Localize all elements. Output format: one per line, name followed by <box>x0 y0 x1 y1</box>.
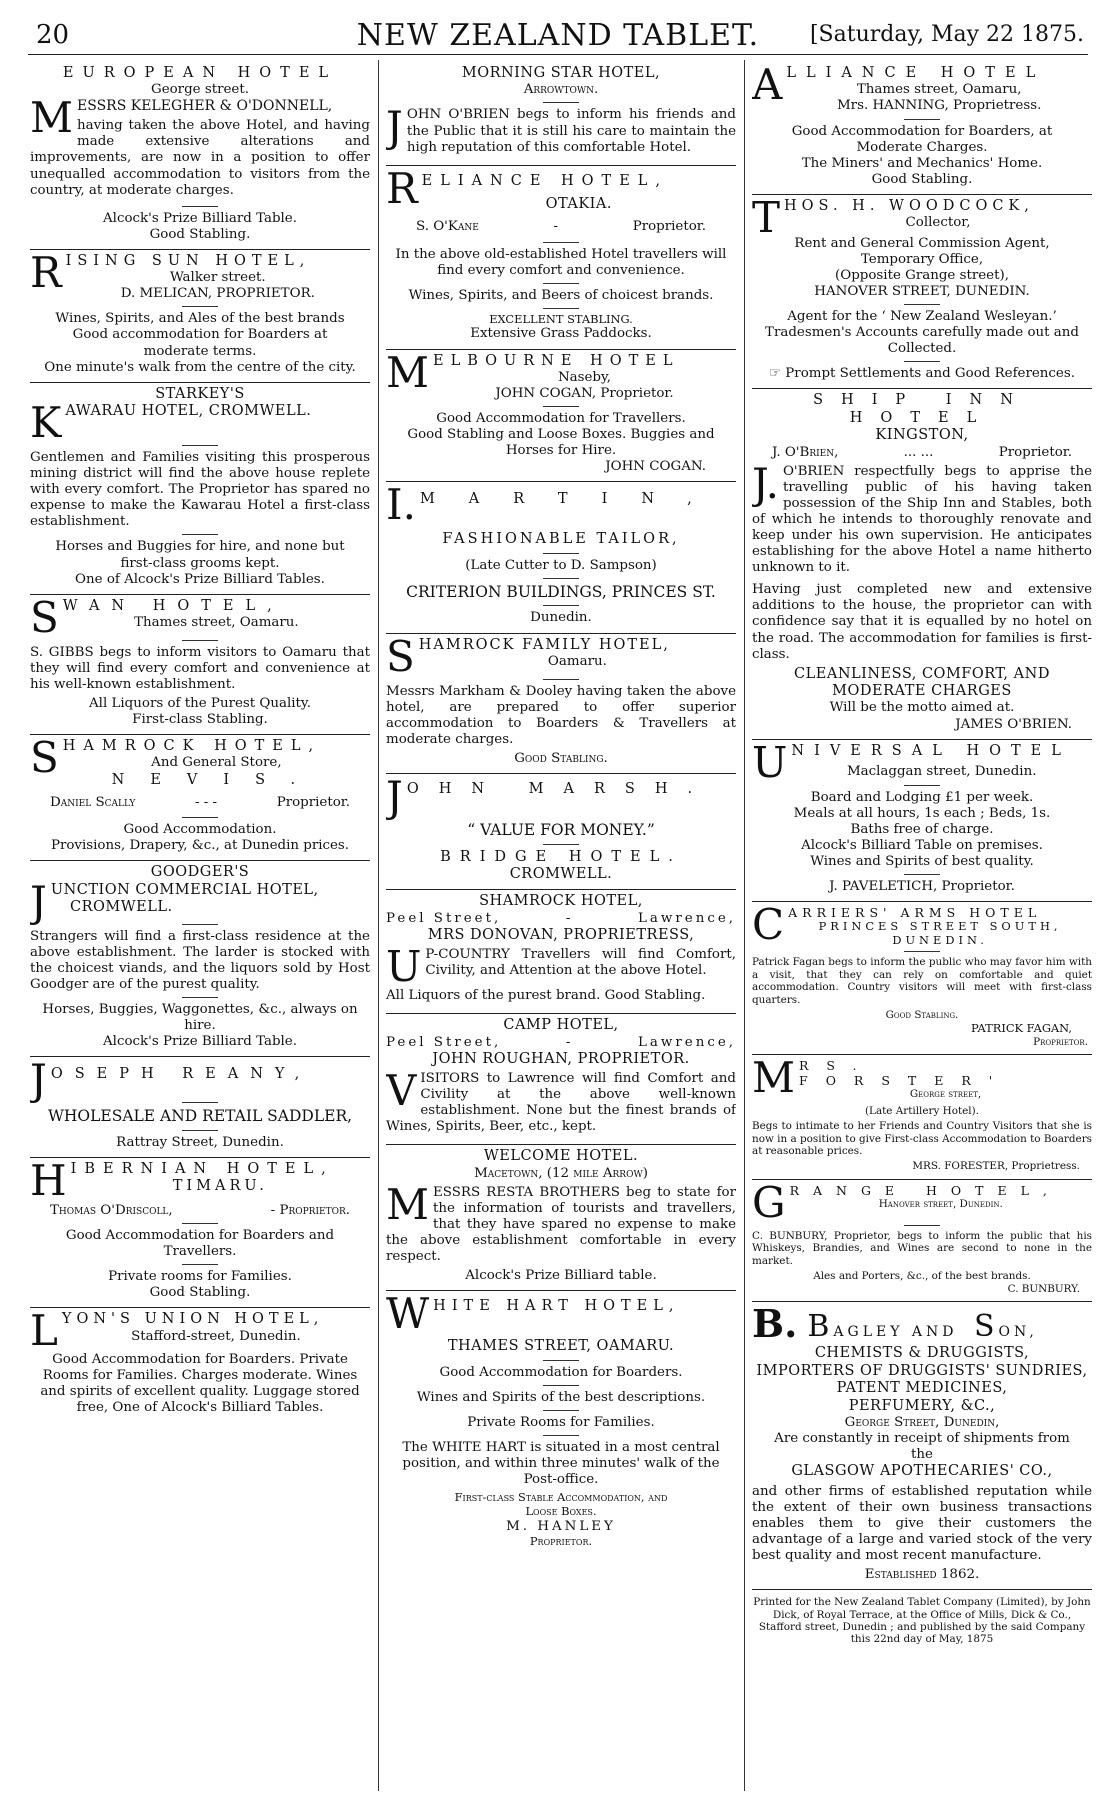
ad-line: Good Accommodation for Boarders, at <box>791 123 1053 139</box>
ad-signature: JOHN COGAN. <box>605 459 706 475</box>
ad-morning-star-hotel <box>386 62 736 166</box>
ad-rising-sun-hotel <box>30 247 370 383</box>
ad-i-martin-tailor <box>386 482 736 633</box>
imprint-text: Printed for the New Zealand Tablet Company (Limited), by John Dick, of Royal Terrace, at the Office of Mills, Dick & Co., Stafford street, Dunedin ; and published by the said Company this 22nd day of May, 1875 <box>753 1596 1091 1646</box>
proprietor-dash: - <box>553 219 559 235</box>
ad-city: DUNEDIN. <box>892 932 988 947</box>
ad-line: One minute's walk from the centre of the city. <box>44 359 356 375</box>
ad-place: Macetown, (12 mile Arrow) <box>474 1165 648 1181</box>
ad-proprietress: MRS DONOVAN, PROPRIETRESS, <box>427 926 695 943</box>
ad-body: OHN O'BRIEN begs to inform his friends and the Public that it is still his care to maintain the high reputation of this comfortable Hotel. <box>406 107 736 155</box>
ad-line: Good Accommodation for Boarders. <box>439 1364 683 1380</box>
ad-signature: JAMES O'BRIEN. <box>955 716 1072 732</box>
ad-line: hire. <box>184 1017 216 1033</box>
ad-proprietor: D. MELICAN, PROPRIETOR. <box>120 286 315 302</box>
ad-line: Ales and Porters, &c., of the best brands. <box>813 1270 1031 1283</box>
ad-line: All Liquors of the Purest Quality. <box>89 695 311 711</box>
ad-place: NEVIS. <box>111 771 322 788</box>
ad-line: Extensive Grass Paddocks. <box>470 326 652 342</box>
ad-signature: C. BUNBURY. <box>1007 1282 1080 1295</box>
ad-line: GLASGOW APOTHECARIES' CO., <box>791 1463 1053 1480</box>
ad-body: P-COUNTRY Travellers will find Comfort, Civility, and Attention at the above Hotel. <box>425 947 736 979</box>
drop-cap: S <box>386 631 415 681</box>
ad-place: CROMWELL. <box>70 898 173 915</box>
ad-line: HANOVER STREET, DUNEDIN. <box>814 284 1030 300</box>
ad-proprietor: J. PAVELETICH, Proprietor. <box>829 879 1015 894</box>
ad-line: Alcock's Prize Billiard Table. <box>103 1034 297 1050</box>
ad-body: Having just completed new and extensive additions to the house, the proprietor can with confidence say that it is equalled by no hotel on the road. The accommodation for families is first-class. <box>752 582 1092 662</box>
ad-line: Tradesmen's Accounts carefully made out and <box>765 325 1079 341</box>
ad-street: Thames street, Oamaru, <box>856 82 1022 98</box>
ad-line: Wines and Spirits of the best descriptions. <box>416 1389 706 1405</box>
proprietor-dashes: - - - <box>194 794 218 810</box>
ad-line: first-class grooms kept. <box>120 555 280 571</box>
proprietor-dots: ... ... <box>903 444 934 460</box>
ad-street: George street. <box>151 82 249 98</box>
ad-street: George street, <box>909 1088 982 1101</box>
drop-cap: U <box>386 942 422 992</box>
proprietor-name: J. O'Brien, <box>772 444 839 460</box>
ad-line: First-class Stabling. <box>132 712 268 727</box>
ad-woodcock-agent <box>752 192 1092 390</box>
ad-place: Naseby, <box>557 369 612 385</box>
drop-cap: S <box>30 733 59 783</box>
ad-place: Arrowtown. <box>523 82 599 98</box>
ad-line: Wines, Spirits, and Ales of the best brands <box>55 311 345 327</box>
ad-place: KINGSTON, <box>875 427 969 444</box>
ad-line: Travellers. <box>163 1243 237 1259</box>
ad-welcome-hotel <box>386 1145 736 1291</box>
issue-date: [Saturday, May 22 1875. <box>809 22 1084 47</box>
drop-cap: I. <box>386 480 416 530</box>
drop-cap: R <box>386 163 418 213</box>
ad-body: having taken the above Hotel, and having made extensive alterations and improvements, are now in a position to offer unequalled accommodation to visitors from the country, at moderate charges. <box>30 118 370 198</box>
ad-line: Alcock's Billiard Table on premises. <box>801 837 1043 853</box>
ad-line: Good Stabling. <box>885 1009 959 1022</box>
ad-pretitle: GOODGER'S <box>150 864 250 881</box>
ad-pretitle: STARKEY'S <box>155 385 245 402</box>
proprietor-label: - Proprietor. <box>270 1202 350 1218</box>
column-rule <box>744 60 745 1791</box>
ad-body: C. BUNBURY, Proprietor, begs to inform the public that his Whiskeys, Brandies, and Wines are second to none in the market. <box>752 1229 1092 1267</box>
ad-street: Stafford-street, Dunedin. <box>131 1328 301 1344</box>
ad-line: IMPORTERS OF DRUGGISTS' SUNDRIES, PATENT MEDICINES, <box>756 1362 1088 1397</box>
drop-cap: A <box>752 62 783 109</box>
ad-body: Begs to intimate to her Friends and Country Visitors that she is now in a position to give First-class Accommodation to Boarders at reasonable prices. <box>752 1120 1092 1157</box>
ad-line: Provisions, Drapery, &c., at Dunedin prices. <box>50 838 350 854</box>
ad-title: AWARAU HOTEL, CROMWELL. <box>65 403 312 420</box>
printer-imprint <box>752 1590 1092 1655</box>
ad-body: The WHITE HART is situated in a most central position, and within three minutes' walk of the Post-office. <box>402 1440 720 1488</box>
ad-body: Patrick Fagan begs to inform the public who may favor him with a visit, that they can rely on comfortable and quiet accommodation. Country visitors will meet with first-class quarters. <box>752 956 1092 1006</box>
ad-established: Established 1862. <box>864 1566 980 1582</box>
ad-line: Good Stabling. <box>149 226 251 242</box>
ad-title: RANGE HOTEL, <box>789 1182 1061 1198</box>
ad-body: Messrs Markham & Dooley having taken the above hotel, are prepared to offer superior accommodation to Boarders & Travellers at moderate charges. <box>386 683 736 747</box>
ad-place: Oamaru. <box>547 653 607 669</box>
ad-line: Good Accommodation for Travellers. <box>436 411 686 427</box>
ad-title: LLIANCE HOTEL <box>786 65 1046 81</box>
ad-title: ARRIERS' ARMS HOTEL <box>788 905 1042 921</box>
ad-motto: MODERATE CHARGES <box>832 683 1012 700</box>
ad-camp-hotel <box>386 1014 736 1145</box>
ad-trade: FASHIONABLE TAILOR, <box>442 531 680 548</box>
ad-title: ELBOURNE HOTEL <box>433 352 680 369</box>
ad-city: Dunedin. <box>530 610 592 626</box>
ad-street: Walker street. <box>169 270 266 286</box>
ad-white-hart-hotel <box>386 1291 736 1554</box>
drop-cap: V <box>386 1066 417 1116</box>
ad-town: Lawrence, <box>638 910 736 926</box>
ad-title: HAMROCK HOTEL, <box>62 738 322 755</box>
initial-letter: B. <box>752 1301 798 1347</box>
drop-cap: L <box>30 1306 58 1356</box>
ad-street: PRINCES STREET SOUTH, <box>818 919 1062 934</box>
ad-line: Horses and Buggies for hire, and none but <box>55 539 345 555</box>
ad-grange-hotel <box>752 1177 1092 1302</box>
ad-place: OTAKIA. <box>545 196 612 213</box>
ad-body: Good Accommodation for Boarders. Private Rooms for Families. Charges moderate. Wines and spirits of excellent quality. Luggage stored free, One of Alcock's Billiard Tables. <box>40 1352 360 1416</box>
masthead <box>28 14 1088 55</box>
ad-street: Rattray Street, Dunedin. <box>116 1134 284 1150</box>
ad-title: SHAMROCK HOTEL, <box>479 893 643 910</box>
ad-proprietor: JOHN ROUGHAN, PROPRIETOR. <box>432 1050 690 1067</box>
drop-cap: W <box>386 1289 430 1339</box>
ad-proprietress: Mrs. HANNING, Proprietress. <box>836 98 1042 114</box>
ad-line: Alcock's Prize Billiard table. <box>465 1268 657 1284</box>
ad-motto: CLEANLINESS, COMFORT, AND <box>794 665 1050 682</box>
ad-body: Strangers will find a first-class residence at the above establishment. The larder is stocked with the choicest viands, and the liquors sold by Host Goodger are of the purest quality. <box>30 928 370 992</box>
ad-body: S. GIBBS begs to inform visitors to Oamaru that they will find every comfort and convenience at his well-known establishment. <box>30 644 370 692</box>
ad-title: WAN HOTEL, <box>62 597 284 614</box>
ad-name: PATRICK FAGAN, <box>970 1020 1072 1035</box>
ad-title: EUROPEAN HOTEL <box>62 65 338 81</box>
ad-label: Proprietor. <box>1033 1035 1088 1048</box>
ad-street: Hanover street, Dunedin. <box>878 1197 1003 1210</box>
ad-town: Lawrence, <box>638 1034 736 1050</box>
ad-line: All Liquors of the purest brand. Good Stabling. <box>386 988 706 1004</box>
ad-junction-hotel <box>30 861 370 1057</box>
ad-line: Moderate Charges. <box>856 139 988 155</box>
column-1 <box>30 62 370 1791</box>
ad-title: HAMROCK FAMILY HOTEL, <box>418 636 670 653</box>
drop-cap: M <box>30 93 74 143</box>
drop-cap: U <box>752 737 788 787</box>
proprietor-label: Proprietor. <box>632 219 706 235</box>
ad-title: MARTIN, <box>419 491 726 508</box>
ad-line: Good Accommodation. <box>123 822 277 838</box>
drop-cap: J <box>30 876 47 926</box>
proprietor-name: Thomas O'Driscoll, <box>50 1202 173 1218</box>
ad-body: ISITORS to Lawrence will find Comfort and Civility at the above well-known establishment. None but the finest brands of Wines, Spirits, Beer, etc., kept. <box>386 1071 736 1135</box>
proprietor-label: Proprietor. <box>998 444 1072 460</box>
ad-trade: WHOLESALE AND RETAIL SADDLER, <box>47 1107 353 1126</box>
drop-cap: C <box>752 900 785 950</box>
drop-cap: M <box>752 1053 796 1103</box>
page-number: 20 <box>36 20 70 50</box>
ad-body: O'BRIEN respectfully begs to apprise the travelling public of his having taken possession of the Ship Inn and Stables, both of which he intends to thoroughly renovate and keep under his own supervision. He anticipates establishing for the above Hotel a name hitherto unknown to it. <box>752 463 1092 576</box>
ad-line: Good Stabling. <box>514 750 608 766</box>
ad-line: moderate terms. <box>143 343 257 359</box>
ad-dash: - <box>565 1034 574 1050</box>
ad-line: Horses for Hire. <box>505 443 617 459</box>
ad-line: Good Stabling. <box>149 1285 251 1301</box>
ad-signature: MRS. FORESTER, Proprietress. <box>912 1160 1080 1173</box>
ad-melbourne-hotel <box>386 347 736 483</box>
pointing-hand-icon: ☞ <box>769 366 782 382</box>
ad-hotel: BRIDGE HOTEL. <box>440 848 682 865</box>
drop-cap: J. <box>752 458 779 508</box>
ad-street: Peel Street, <box>386 1034 502 1050</box>
ad-line: Baths free of charge. <box>850 821 994 837</box>
newspaper-title: NEW ZEALAND TABLET. <box>356 18 760 53</box>
ad-hibernian-hotel <box>30 1155 370 1308</box>
ad-owners: ESSRS KELEGHER & O'DONNELL, <box>77 98 333 115</box>
proprietor-name: S. O'Kane <box>416 219 479 235</box>
ad-line: Agent for the ‘ New Zealand Wesleyan.’ <box>787 309 1057 325</box>
ad-bagley-and-son <box>752 1302 1092 1590</box>
ad-line: Prompt Settlements and Good References. <box>785 366 1075 382</box>
ad-title: RS. FORSTER' <box>799 1058 1011 1089</box>
proprietor-name: Daniel Scally <box>50 794 136 810</box>
ad-title: UNCTION COMMERCIAL HOTEL, <box>50 881 319 898</box>
drop-cap: S <box>973 1309 999 1345</box>
ad-shamrock-family-hotel <box>386 631 736 774</box>
ad-carriers-arms-hotel <box>752 902 1092 1055</box>
ad-title: OSEPH REANY, <box>50 1066 312 1083</box>
ad-line: Good Stabling. <box>871 171 973 187</box>
drop-cap: T <box>752 192 781 242</box>
ad-line: Board and Lodging £1 per week. <box>810 789 1034 805</box>
ad-john-marsh <box>386 771 736 890</box>
ad-line: Good Stabling and Loose Boxes. Buggies and <box>407 427 715 443</box>
ad-name: M. HANLEY <box>506 1518 616 1534</box>
ad-reliance-hotel <box>386 163 736 350</box>
ad-universal-hotel <box>752 737 1092 902</box>
ad-body: ESSRS RESTA BROTHERS beg to state for the information of tourists and travellers, that they have spared no expense to make the above establishment comfortable in every respect. <box>386 1184 736 1265</box>
ad-line: Collected. <box>887 341 957 357</box>
ad-title: OHN MARSH. <box>406 780 713 797</box>
drop-cap: M <box>386 347 430 397</box>
ad-title: IBERNIAN HOTEL, <box>70 1160 334 1177</box>
ad-line: EXCELLENT STABLING. <box>489 311 633 326</box>
column-rule <box>378 60 379 1791</box>
ad-joseph-reany <box>30 1057 370 1158</box>
ad-body: and other firms of established reputation while the extent of their own business transactions enables them to give their customers the advantage of a large and varied stock of the very best quality and most recent manufacture. <box>752 1483 1092 1563</box>
ad-line: Good Accommodation for Boarders and <box>65 1227 335 1243</box>
ad-line: One of Alcock's Prize Billiard Tables. <box>75 571 325 587</box>
ad-line: The Miners' and Mechanics' Home. <box>801 155 1043 171</box>
ad-line: CHEMISTS & DRUGGISTS, <box>814 1345 1030 1362</box>
proprietor-label: Proprietor. <box>276 794 350 810</box>
ad-line: Wines and Spirits of best quality. <box>810 853 1034 869</box>
drop-cap: M <box>386 1179 430 1229</box>
drop-cap: J <box>386 771 403 821</box>
ad-line: Collector, <box>905 215 971 231</box>
ad-title: SHIP INN HOTEL <box>813 392 1031 426</box>
ad-slogan: “ VALUE FOR MONEY.” <box>467 820 655 839</box>
ad-title: HOS. H. WOODCOCK, <box>784 197 1034 214</box>
ad-alliance-hotel <box>752 62 1092 195</box>
ad-title: NIVERSAL HOTEL <box>791 742 1071 759</box>
ad-line: First-class Stable Accommodation, and <box>454 1490 668 1505</box>
ad-shamrock-lawrence <box>386 890 736 1014</box>
drop-cap: H <box>30 1155 67 1205</box>
ad-line: Alcock's Prize Billiard Table. <box>103 210 297 226</box>
ad-line: Wines, Spirits, and Beers of choicest brands. <box>408 287 714 303</box>
ad-ship-inn-hotel <box>752 389 1092 739</box>
ad-line: Horses, Buggies, Waggonettes, &c., always on <box>42 1001 358 1017</box>
ad-body: Gentlemen and Families visiting this prosperous mining district will find the above house replete with every comfort. The Proprietor has spared no expense to make the Kawarau Hotel a first-class establishment. <box>30 450 370 530</box>
ad-line: Private rooms for Families. <box>108 1269 292 1285</box>
ad-street: Maclaggan street, Dunedin. <box>846 764 1037 779</box>
ad-address: CRITERION BUILDINGS, PRINCES ST. <box>406 582 716 601</box>
drop-cap: J <box>30 1055 47 1105</box>
ad-title: AGLEY AND <box>833 1324 958 1341</box>
drop-cap: B <box>807 1309 834 1345</box>
ad-title: ISING SUN HOTEL, <box>65 252 311 269</box>
ad-body: In the above old-established Hotel travellers will find every comfort and convenience. <box>395 246 727 278</box>
ad-title: ON, <box>998 1324 1038 1341</box>
ad-line: Good accommodation for Boarders at <box>72 327 328 343</box>
column-3 <box>752 62 1092 1791</box>
ad-street: Thames street, Oamaru. <box>134 615 299 631</box>
ad-lyons-union-hotel <box>30 1308 370 1425</box>
ad-line: Are constantly in receipt of shipments from <box>774 1431 1070 1447</box>
ad-late: (Late Artillery Hotel). <box>864 1104 979 1117</box>
ad-line: Loose Boxes. <box>525 1503 597 1518</box>
ad-line: the <box>911 1447 933 1463</box>
ad-line: Temporary Office, <box>860 251 984 267</box>
ad-sub: And General Store, <box>151 755 282 771</box>
ad-line: Meals at all hours, 1s each ; Beds, 1s. <box>793 805 1051 821</box>
ad-late: (Late Cutter to D. Sampson) <box>465 557 657 573</box>
ad-mrs-forster <box>752 1055 1092 1180</box>
ad-title: HITE HART HOTEL, <box>433 1298 680 1315</box>
ad-title: ELIANCE HOTEL, <box>421 172 669 189</box>
ad-title: YON'S UNION HOTEL, <box>61 1311 324 1328</box>
ad-european-hotel <box>30 62 370 250</box>
ad-line: George Street, Dunedin, <box>844 1414 1000 1430</box>
ad-street: THAMES STREET, OAMARU. <box>447 1338 675 1355</box>
ad-title: MORNING STAR HOTEL, <box>461 65 661 81</box>
drop-cap: G <box>752 1177 786 1227</box>
ad-place: CROMWELL. <box>509 865 613 882</box>
ad-line: Private Rooms for Families. <box>467 1414 655 1430</box>
drop-cap: S <box>30 592 59 642</box>
ad-dash: - <box>565 910 574 926</box>
ad-motto: Will be the motto aimed at. <box>829 700 1015 716</box>
ad-street: Peel Street, <box>386 910 502 926</box>
drop-cap: J <box>386 102 403 152</box>
ad-swan-hotel <box>30 592 370 735</box>
ad-title: CAMP HOTEL, <box>503 1017 619 1034</box>
drop-cap: R <box>30 247 62 297</box>
ad-shamrock-nevis <box>30 735 370 861</box>
ad-line: Rent and General Commission Agent, <box>794 235 1050 251</box>
ad-line: (Opposite Grange street), <box>835 268 1009 284</box>
ad-title: WELCOME HOTEL. <box>483 1148 639 1165</box>
ad-proprietor: JOHN COGAN, Proprietor. <box>495 386 674 402</box>
ad-place: TIMARU. <box>172 1178 268 1195</box>
drop-cap: K <box>30 398 62 448</box>
column-2 <box>386 62 736 1791</box>
ad-line: PERFUMERY, &C., <box>848 1397 996 1414</box>
ad-kawarau-hotel <box>30 383 370 595</box>
ad-label: Proprietor. <box>529 1533 593 1548</box>
